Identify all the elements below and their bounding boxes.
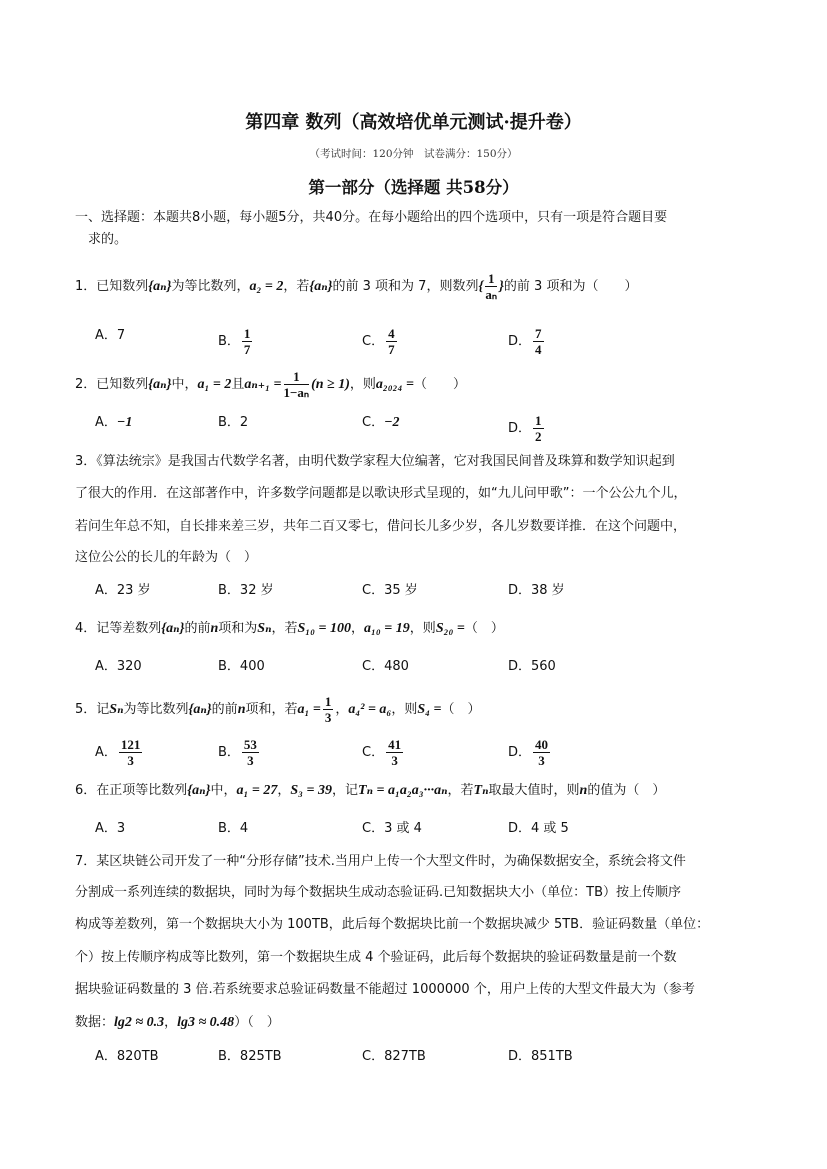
- option-C: [362, 819, 422, 839]
- text-segment: ，: [335, 702, 349, 717]
- option-A: [95, 581, 151, 601]
- text-segment: A．320: [95, 659, 142, 674]
- option-B: [218, 1047, 282, 1067]
- math-expression: Tₙ: [473, 783, 489, 798]
- math-expression: a₂ = 2: [249, 279, 284, 294]
- text-segment: 的前 3 项和为（ ）: [503, 279, 638, 294]
- text-segment: ，: [277, 783, 291, 798]
- text-segment: （ ）: [413, 377, 466, 392]
- text-segment: D．38 岁: [508, 583, 565, 598]
- math-expression: n: [210, 621, 219, 636]
- math-expression: n: [579, 783, 588, 798]
- text-segment: B．2: [218, 415, 249, 430]
- question-line: [75, 883, 681, 903]
- math-expression: n: [237, 702, 246, 717]
- option-C: [362, 581, 418, 601]
- text-segment: C．: [362, 334, 385, 349]
- math-expression: lg3 ≈ 0.48: [177, 1015, 235, 1030]
- text-segment: 3．《算法统宗》是我国古代数学名著，由明代数学家程大位编著，它对我国民间普及珠算和数学知识起到: [75, 454, 675, 469]
- exam-info: （考试时间：120分钟 试卷满分：150分）: [309, 148, 518, 160]
- text-segment: 个）按上传顺序构成等比数列，第一个数据块生成 4 个验证码，此后每个数据块的验证码数量是前一个数: [75, 950, 677, 965]
- option-C: [362, 737, 405, 768]
- text-segment: ）（ ）: [234, 1015, 280, 1030]
- math-expression: S₄ =: [417, 702, 442, 717]
- text-segment: 了很大的作用．在这部著作中，许多数学问题都是以歌诀形式呈现的，如“九儿问甲歌”：一个公公九个儿，: [75, 486, 687, 501]
- math-expression: {aₙ}: [161, 621, 185, 636]
- fraction-numerator: 1: [485, 271, 497, 287]
- text-segment: B．32 岁: [218, 583, 274, 598]
- text-segment: 分割成一系列连续的数据块，同时为每个数据块生成动态验证码.已知数据块大小（单位：TB）按上传顺序: [75, 885, 681, 900]
- fraction: [533, 413, 544, 444]
- fraction-numerator: 1: [284, 369, 310, 385]
- option-A: [95, 819, 125, 839]
- option-C: [362, 1047, 426, 1067]
- text-segment: ，则: [349, 377, 376, 392]
- fraction-numerator: 41: [388, 737, 402, 752]
- math-expression: −2: [384, 415, 400, 430]
- text-segment: 构成等差数列，第一个数据块大小为 100TB，此后每个数据块比前一个数据块减少 5TB．验证码数量（单位：: [75, 917, 710, 932]
- text-segment: 若问生年总不知，自长排来差三岁，共年二百又零七，借问长儿多少岁，各儿岁数要详推．在这个问题中，: [75, 519, 687, 534]
- option-B: [218, 657, 265, 677]
- math-expression: {aₙ}: [148, 377, 172, 392]
- fraction-denominator: 3: [247, 753, 254, 768]
- text-segment: C．35 岁: [362, 583, 418, 598]
- option-D: [508, 326, 546, 357]
- fraction: [386, 326, 397, 357]
- math-expression: a₁ =: [297, 702, 321, 717]
- math-expression: S₂₀ =: [435, 621, 465, 636]
- math-expression: }: [499, 279, 504, 294]
- math-expression: a₄² = a₆: [348, 702, 392, 717]
- text-segment: （ ）: [464, 621, 504, 636]
- text-segment: 为等比数列，: [171, 279, 250, 294]
- fraction-denominator: 1−aₙ: [283, 385, 310, 400]
- fraction: [119, 737, 143, 768]
- question-line: [75, 694, 481, 725]
- question-line: [75, 484, 686, 504]
- text-segment: 为等比数列: [123, 702, 189, 717]
- option-B: [218, 326, 254, 357]
- text-segment: ，若: [283, 279, 310, 294]
- fraction-numerator: 121: [120, 737, 141, 752]
- option-D: [508, 819, 569, 839]
- text-segment: C．: [362, 745, 385, 760]
- math-expression: aₙ₊₁ =: [244, 377, 282, 392]
- question-line: [75, 271, 637, 302]
- text-segment: D．: [508, 421, 532, 436]
- fraction: [242, 737, 259, 768]
- text-segment: 中，: [210, 783, 237, 798]
- text-segment: ，: [164, 1015, 178, 1030]
- option-D: [508, 737, 552, 768]
- page-title: 第四章 数列（高效培优单元测试·提升卷）: [245, 112, 582, 133]
- option-A: [95, 1047, 159, 1067]
- text-segment: B．400: [218, 659, 265, 674]
- fraction-numerator: 1: [535, 413, 542, 428]
- text-segment: A．: [95, 415, 117, 430]
- text-segment: A．3: [95, 821, 126, 836]
- fraction: [323, 694, 334, 725]
- text-segment: 项和为: [218, 621, 258, 636]
- text-segment: 4．记等差数列: [75, 621, 162, 636]
- text-segment: 的值为（ ）: [587, 783, 666, 798]
- math-expression: {aₙ}: [148, 279, 172, 294]
- math-expression: a₁ = 27: [236, 783, 278, 798]
- option-C: [362, 413, 400, 433]
- text-segment: 2．已知数列: [75, 377, 149, 392]
- text-segment: A．7: [95, 328, 126, 343]
- text-segment: D．851TB: [508, 1049, 573, 1064]
- fraction: [242, 326, 253, 357]
- text-segment: 5．记: [75, 702, 110, 717]
- text-segment: C．: [362, 415, 385, 430]
- option-B: [218, 819, 248, 839]
- fraction: [533, 737, 550, 768]
- question-line: [75, 619, 504, 639]
- text-segment: 这位公公的长儿的年龄为（ ）: [75, 550, 258, 565]
- text-segment: D．: [508, 745, 532, 760]
- text-segment: C．480: [362, 659, 409, 674]
- fraction-numerator: 1: [243, 326, 251, 341]
- text-segment: ，记: [332, 783, 359, 798]
- text-segment: ，若: [271, 621, 298, 636]
- question-line: [75, 948, 677, 968]
- text-segment: 中，: [171, 377, 198, 392]
- question-line: [75, 915, 709, 935]
- question-line: [75, 548, 257, 568]
- question-line: [75, 980, 695, 1000]
- text-segment: 据块验证码数量的 3 倍.若系统要求总验证码数量不能超过 1000000 个，用户上传的大型文件最大为（参考: [75, 982, 695, 997]
- option-B: [218, 581, 274, 601]
- instructions-line: 一、选择题：本题共8小题，每小题5分，共40分。在每小题给出的四个选项中，只有一项是符合题目要: [75, 210, 668, 225]
- question-line: [75, 781, 665, 801]
- math-expression: Sₙ: [109, 702, 124, 717]
- math-expression: a₂₀₂₄ =: [375, 377, 414, 392]
- option-C: [362, 657, 409, 677]
- fraction-denominator: aₙ: [485, 287, 498, 302]
- fraction-numerator: 7: [535, 326, 542, 341]
- option-A: [95, 657, 142, 677]
- text-segment: ，: [351, 621, 365, 636]
- text-segment: A．: [95, 745, 117, 760]
- fraction-denominator: 3: [538, 753, 545, 768]
- question-line: [75, 517, 686, 537]
- text-segment: 数据：: [75, 1015, 115, 1030]
- math-expression: {aₙ}: [188, 702, 212, 717]
- text-segment: D．560: [508, 659, 556, 674]
- fraction: [386, 737, 403, 768]
- fraction-numerator: 1: [324, 694, 332, 709]
- text-segment: 1．已知数列: [75, 279, 149, 294]
- text-segment: ，若: [447, 783, 474, 798]
- option-D: [508, 1047, 573, 1067]
- section-title: 第一部分（选择题 共58分）: [308, 178, 519, 197]
- option-D: [508, 413, 546, 444]
- option-B: [218, 737, 261, 768]
- math-expression: S₃ = 39: [290, 783, 332, 798]
- text-segment: B．: [218, 745, 240, 760]
- option-A: [95, 413, 132, 433]
- text-segment: （ ）: [441, 702, 481, 717]
- math-expression: Sₙ: [257, 621, 272, 636]
- fraction-denominator: 4: [535, 342, 542, 357]
- fraction: [485, 271, 497, 302]
- fraction: [284, 369, 310, 400]
- option-D: [508, 657, 556, 677]
- fraction-numerator: 40: [535, 737, 549, 752]
- text-segment: ，则: [409, 621, 436, 636]
- math-expression: (n ≥ 1): [311, 377, 350, 392]
- fraction-denominator: 7: [388, 342, 395, 357]
- text-segment: 的前: [184, 621, 211, 636]
- text-segment: B．825TB: [218, 1049, 282, 1064]
- option-B: [218, 413, 248, 433]
- question-line: [75, 852, 686, 872]
- fraction-denominator: 2: [535, 429, 542, 444]
- option-A: [95, 326, 125, 346]
- text-segment: 7．某区块链公司开发了一种“分形存储”技术.当用户上传一个大型文件时，为确保数据安全，系统会将文件: [75, 854, 686, 869]
- fraction-denominator: 3: [391, 753, 398, 768]
- text-segment: A．23 岁: [95, 583, 151, 598]
- text-segment: 项和，若: [245, 702, 298, 717]
- fraction-denominator: 7: [243, 342, 251, 357]
- question-line: [75, 369, 466, 400]
- text-segment: 取最大值时，则: [488, 783, 580, 798]
- math-expression: −1: [116, 415, 133, 430]
- instructions-line: 求的。: [88, 232, 128, 247]
- text-segment: D．: [508, 334, 532, 349]
- text-segment: 的前 3 项和为 7，则数列: [332, 279, 479, 294]
- fraction-numerator: 4: [388, 326, 395, 341]
- math-expression: a₁₀ = 19: [364, 621, 410, 636]
- fraction-denominator: 3: [127, 753, 134, 768]
- fraction-denominator: 3: [324, 710, 332, 725]
- math-expression: Tₙ = a₁a₂a₃···aₙ: [358, 783, 448, 798]
- text-segment: D．4 或 5: [508, 821, 569, 836]
- math-expression: S₁₀ = 100: [297, 621, 352, 636]
- math-expression: {aₙ}: [309, 279, 333, 294]
- option-A: [95, 737, 144, 768]
- text-segment: 且: [231, 377, 245, 392]
- text-segment: A．820TB: [95, 1049, 159, 1064]
- math-expression: a₁ = 2: [197, 377, 232, 392]
- text-segment: B．: [218, 334, 240, 349]
- text-segment: C．3 或 4: [362, 821, 422, 836]
- option-C: [362, 326, 399, 357]
- question-line: [75, 452, 675, 472]
- math-expression: {aₙ}: [187, 783, 211, 798]
- math-expression: {: [478, 279, 484, 294]
- text-segment: 的前: [211, 702, 238, 717]
- text-segment: ，则: [391, 702, 418, 717]
- text-segment: 6．在正项等比数列: [75, 783, 188, 798]
- text-segment: C．827TB: [362, 1049, 426, 1064]
- question-line: [75, 1013, 280, 1033]
- fraction: [533, 326, 544, 357]
- text-segment: B．4: [218, 821, 249, 836]
- math-expression: lg2 ≈ 0.3: [114, 1015, 165, 1030]
- option-D: [508, 581, 565, 601]
- fraction-numerator: 53: [243, 737, 257, 752]
